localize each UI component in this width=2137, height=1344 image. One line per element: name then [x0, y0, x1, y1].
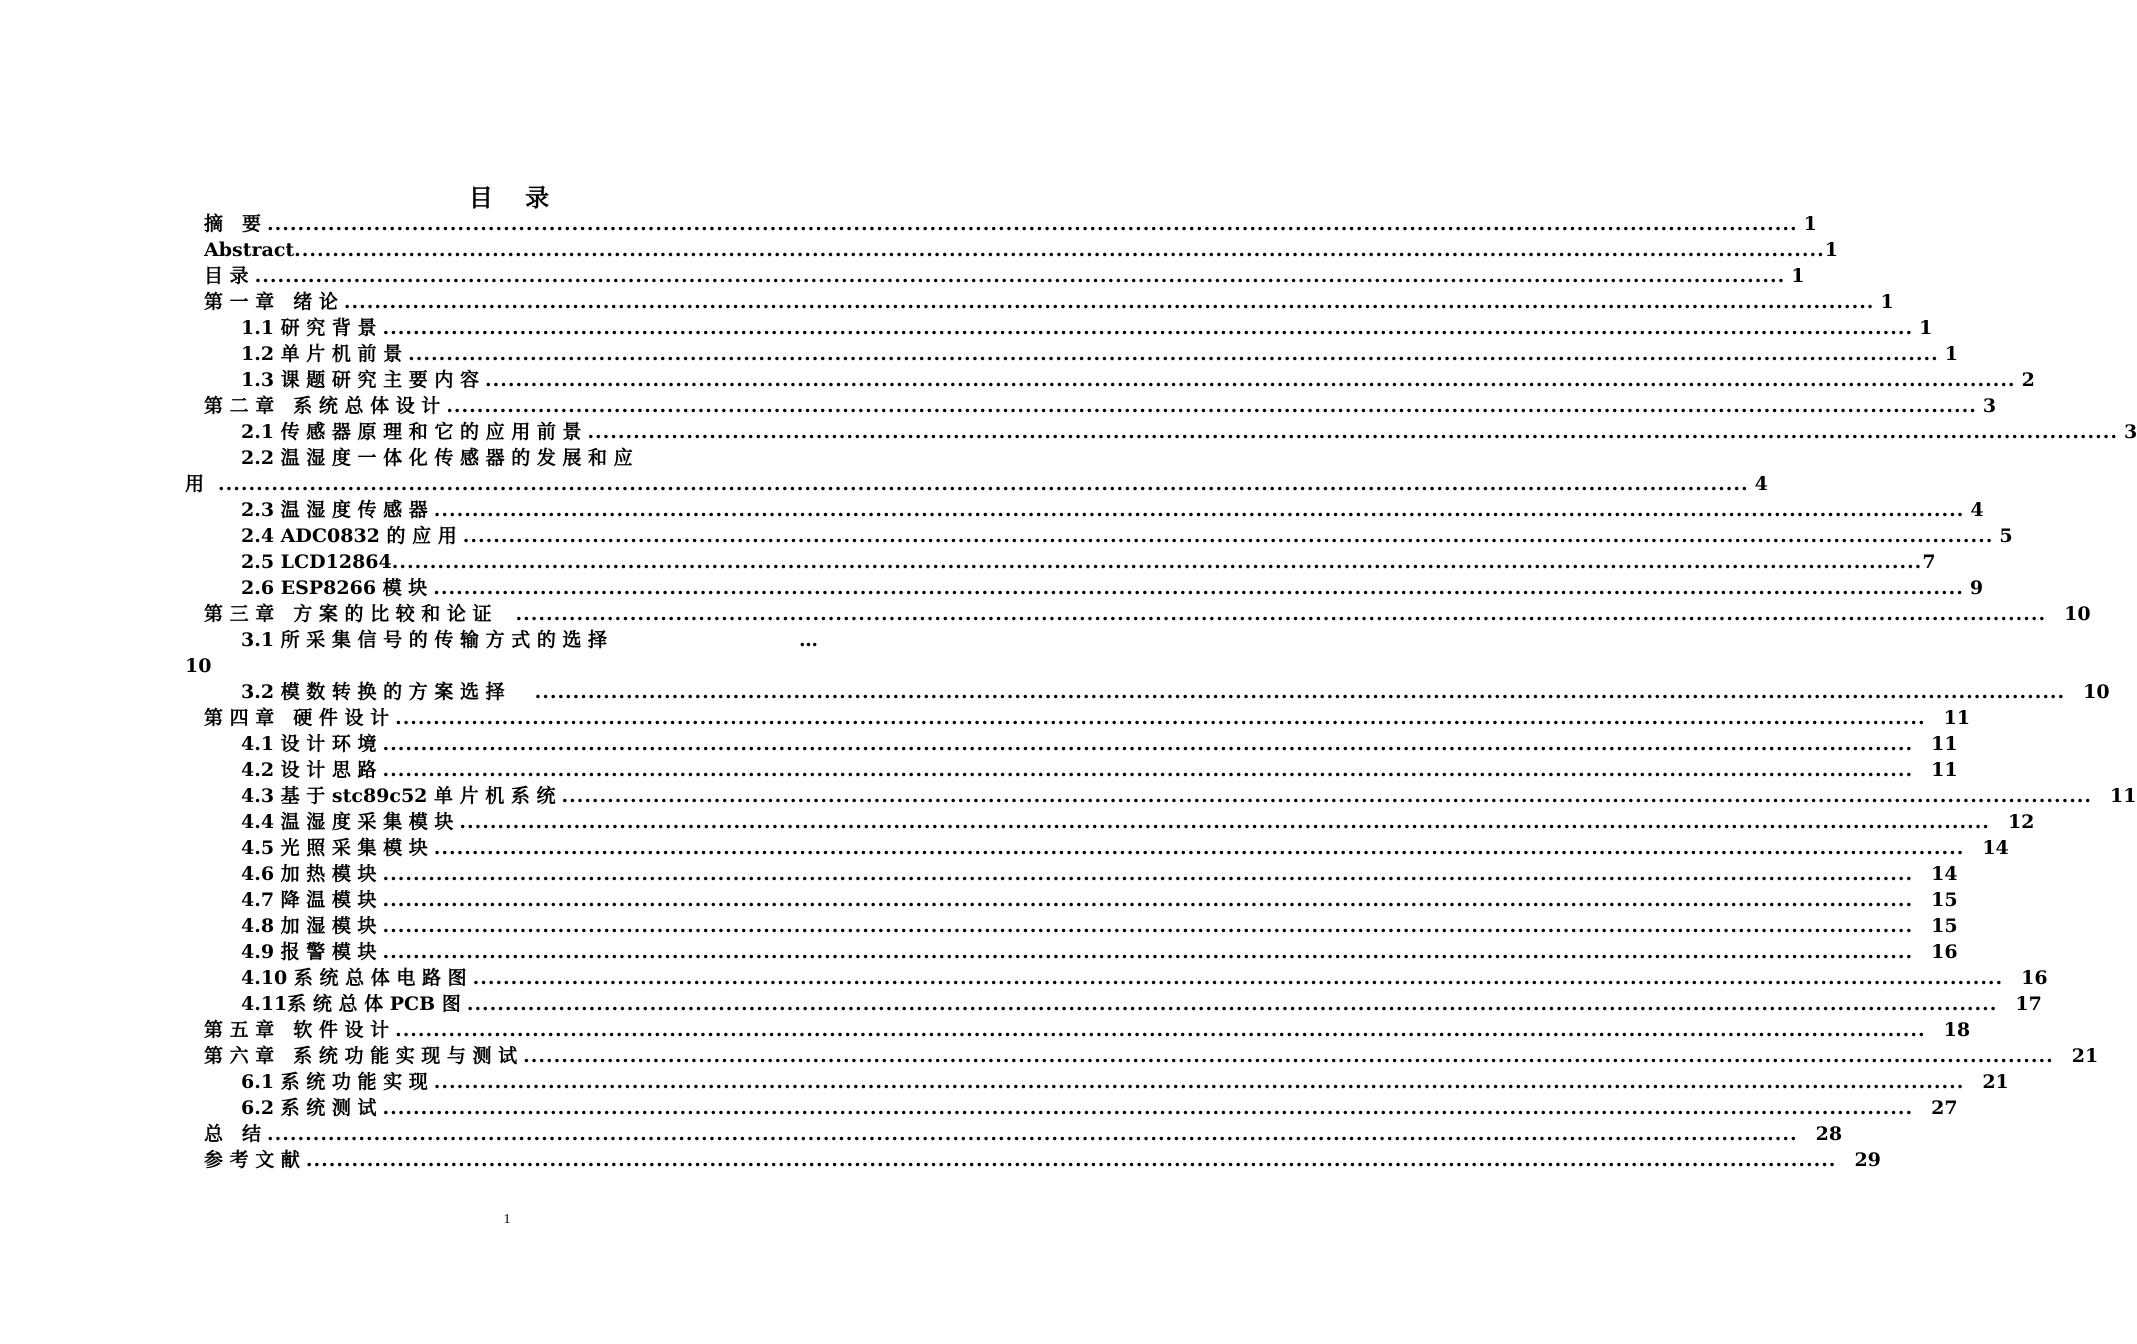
toc-entry-page: 3	[2124, 421, 2137, 443]
leader-dots	[587, 419, 2118, 445]
toc-entry-2-5[interactable]	[0, 549, 1936, 575]
leader-dots	[294, 237, 1825, 263]
leader-dots	[383, 913, 1914, 939]
toc-entry-page: 14	[1982, 837, 2009, 859]
toc-entry-chapter-2[interactable]	[0, 393, 1997, 419]
toc-entry-4-3[interactable]	[0, 783, 2137, 809]
toc-entry-label: 3.1 所 采 集 信 号 的 传 输 方 式 的 选 择	[241, 629, 608, 651]
toc-entry-page: 10	[2083, 681, 2110, 703]
leader-dots	[306, 1147, 1837, 1173]
toc-entry-label: 6.2 系 统 测 试	[241, 1097, 377, 1119]
leader-dots	[434, 497, 1965, 523]
toc-entry-label: 4.2 设 计 思 路	[241, 759, 377, 781]
toc-entry-abstract-en[interactable]	[0, 237, 1838, 263]
toc-entry-label: 1.3 课 题 研 究 主 要 内 容	[241, 369, 479, 391]
toc-entry-3-1-continued[interactable]	[0, 653, 950, 679]
toc-entry-1-1[interactable]	[0, 315, 1933, 341]
toc-entry-label: 参 考 文 献	[204, 1149, 300, 1171]
toc-entry-label: 第 六 章 系 统 功 能 实 现 与 测 试	[204, 1045, 518, 1067]
leader-dots	[383, 315, 1914, 341]
toc-entry-label: 4.6 加 热 模 块	[241, 863, 377, 885]
toc-entry-label: 第 四 章 硬 件 设 计	[204, 707, 390, 729]
toc-entry-page: 11	[1931, 759, 1958, 781]
toc-entry-page: 14	[1931, 863, 1958, 885]
toc-entry-page: 15	[1931, 889, 1958, 911]
toc-entry-4-6[interactable]	[0, 861, 1958, 887]
leader-dots	[485, 367, 2016, 393]
toc-entry-2-1[interactable]	[0, 419, 2137, 445]
leader-dots	[473, 965, 2004, 991]
toc-title: 目 录	[468, 184, 562, 212]
toc-entry-page: 5	[1999, 525, 2013, 547]
toc-entry-chapter-4[interactable]	[0, 705, 1971, 731]
leader-dots	[459, 809, 1990, 835]
leader-dots	[408, 341, 1939, 367]
toc-entry-page: 4	[1754, 473, 1768, 495]
toc-entry-label: 第 一 章 绪 论	[204, 291, 338, 313]
toc-entry-contents[interactable]	[0, 263, 1805, 289]
toc-entry-page: 29	[1854, 1149, 1881, 1171]
toc-entry-label: 4.4 温 湿 度 采 集 模 块	[241, 811, 454, 833]
toc-entry-abstract-cn[interactable]	[0, 211, 1817, 237]
leader-dots	[395, 705, 1926, 731]
toc-entry-label: 4.9 报 警 模 块	[241, 941, 377, 963]
toc-entry-6-1[interactable]	[0, 1069, 2009, 1095]
toc-entry-page: 10	[2064, 603, 2091, 625]
leader-dots	[255, 263, 1786, 289]
leader-dots	[467, 991, 1998, 1017]
toc-entry-label: 摘 要	[204, 213, 262, 235]
toc-entry-page: 1	[1824, 239, 1838, 261]
toc-entry-label: 1.1 研 究 背 景	[241, 317, 377, 339]
toc-entry-label: 2.4 ADC0832 的 应 用	[241, 525, 457, 547]
leader-dots	[434, 1069, 1965, 1095]
leader-dots	[395, 1017, 1926, 1043]
leader-dots	[516, 601, 2047, 627]
leader-dots	[446, 393, 1977, 419]
toc-entry-2-3[interactable]	[0, 497, 1984, 523]
leader-dots	[392, 549, 1923, 575]
toc-entry-6-2[interactable]	[0, 1095, 1958, 1121]
toc-entry-chapter-5[interactable]	[0, 1017, 1971, 1043]
leader-dots	[463, 523, 1994, 549]
toc-entry-label: 4.7 降 温 模 块	[241, 889, 377, 911]
leader-dots	[433, 575, 1964, 601]
toc-entry-2-6[interactable]	[0, 575, 1984, 601]
toc-entry-2-2-continued[interactable]	[0, 471, 1768, 497]
toc-entry-2-2[interactable]	[0, 445, 950, 471]
toc-entry-4-5[interactable]	[0, 835, 2009, 861]
toc-entry-page: 2	[2021, 369, 2035, 391]
toc-entry-page: 15	[1931, 915, 1958, 937]
toc-entry-page: 9	[1969, 577, 1984, 599]
leader-dots	[561, 783, 2092, 809]
toc-entry-chapter-6[interactable]	[0, 1043, 2099, 1069]
toc-entry-label: 第 三 章 方 案 的 比 较 和 论 证	[204, 603, 492, 625]
leader-dots	[383, 1095, 1914, 1121]
toc-entry-4-8[interactable]	[0, 913, 1958, 939]
leader-dots	[267, 1121, 1798, 1147]
toc-entry-label-continued: 用	[185, 473, 205, 495]
toc-entry-page: 4	[1970, 499, 1984, 521]
toc-entry-1-2[interactable]	[0, 341, 1958, 367]
toc-entry-label: 第 五 章 软 件 设 计	[204, 1019, 390, 1041]
toc-entry-label: 1.2 单 片 机 前 景	[241, 343, 403, 365]
table-of-contents	[0, 211, 2137, 1173]
toc-entry-page: 7	[1922, 551, 1936, 573]
toc-entry-label: 2.1 传 感 器 原 理 和 它 的 应 用 前 景	[241, 421, 582, 443]
toc-entry-page: 10	[185, 655, 212, 677]
toc-entry-2-4[interactable]	[0, 523, 2013, 549]
toc-entry-3-1[interactable]	[0, 627, 818, 653]
toc-entry-label: Abstract	[204, 239, 295, 261]
toc-entry-label: 2.5 LCD12864	[241, 551, 392, 573]
toc-entry-page: 1	[1803, 213, 1817, 235]
leader-dots	[383, 731, 1914, 757]
leader-dots	[218, 471, 1749, 497]
toc-entry-references[interactable]	[0, 1147, 1881, 1173]
toc-entry-page: 21	[2071, 1045, 2099, 1067]
toc-entry-label: 2.3 温 湿 度 传 感 器	[241, 499, 428, 521]
leader-dots	[535, 679, 2066, 705]
toc-entry-page: 1	[1880, 291, 1894, 313]
toc-entry-page: 1	[1791, 265, 1805, 287]
toc-entry-label: 第 二 章 系 统 总 体 设 计	[204, 395, 441, 417]
toc-entry-page: 1	[1944, 343, 1958, 365]
toc-entry-page: 11	[1943, 707, 1971, 729]
toc-entry-label: 目 录	[204, 265, 249, 287]
toc-entry-label: 4.10 系 统 总 体 电 路 图	[241, 967, 467, 989]
toc-entry-label: 2.2 温 湿 度 一 体 化 传 感 器 的 发 展 和 应	[241, 447, 633, 469]
toc-entry-4-11[interactable]	[0, 991, 2042, 1017]
toc-entry-page: 11	[1931, 733, 1958, 755]
toc-entry-label: 4.11系 统 总 体 PCB 图	[241, 993, 461, 1015]
toc-entry-4-7[interactable]	[0, 887, 1958, 913]
leader-dots	[267, 211, 1798, 237]
toc-entry-page: 17	[2015, 993, 2042, 1015]
leader-dots	[344, 289, 1875, 315]
leader-dots	[383, 887, 1914, 913]
toc-entry-label: 4.1 设 计 环 境	[241, 733, 377, 755]
page-number: 1	[503, 1212, 511, 1227]
toc-entry-label: 总 结	[204, 1123, 262, 1145]
toc-entry-label: 4.3 基 于 stc89c52 单 片 机 系 统	[241, 785, 556, 807]
toc-entry-chapter-1[interactable]	[0, 289, 1894, 315]
toc-entry-3-2[interactable]	[0, 679, 2110, 705]
toc-entry-page: 28	[1815, 1123, 1843, 1145]
toc-entry-1-3[interactable]	[0, 367, 2035, 393]
leader-dots	[434, 835, 1965, 861]
toc-entry-page: 16	[2021, 967, 2048, 989]
toc-entry-page: 3	[1982, 395, 1997, 417]
toc-entry-4-10[interactable]	[0, 965, 2048, 991]
toc-entry-page: 27	[1931, 1097, 1958, 1119]
toc-entry-label: 2.6 ESP8266 模 块	[241, 577, 428, 599]
toc-entry-chapter-3[interactable]	[0, 601, 2091, 627]
leader-dots	[523, 1043, 2054, 1069]
toc-entry-label: 4.8 加 湿 模 块	[241, 915, 377, 937]
toc-entry-page: 16	[1931, 941, 1958, 963]
toc-entry-page: 1	[1919, 317, 1933, 339]
toc-entry-page: 21	[1982, 1071, 2009, 1093]
toc-entry-page: 18	[1943, 1019, 1971, 1041]
toc-entry-4-2[interactable]	[0, 757, 1958, 783]
leader-dots	[383, 757, 1914, 783]
toc-entry-page: 11	[2110, 785, 2137, 807]
toc-entry-label: 6.1 系 统 功 能 实 现	[241, 1071, 428, 1093]
toc-entry-ellipsis: …	[799, 629, 818, 651]
leader-dots	[383, 939, 1914, 965]
toc-entry-label: 4.5 光 照 采 集 模 块	[241, 837, 428, 859]
toc-entry-4-4[interactable]	[0, 809, 2035, 835]
toc-entry-label: 3.2 模 数 转 换 的 方 案 选 择	[241, 681, 505, 703]
toc-entry-page: 12	[2007, 811, 2035, 833]
toc-entry-4-1[interactable]	[0, 731, 1958, 757]
toc-entry-summary[interactable]	[0, 1121, 1843, 1147]
toc-entry-4-9[interactable]	[0, 939, 1958, 965]
leader-dots	[383, 861, 1914, 887]
